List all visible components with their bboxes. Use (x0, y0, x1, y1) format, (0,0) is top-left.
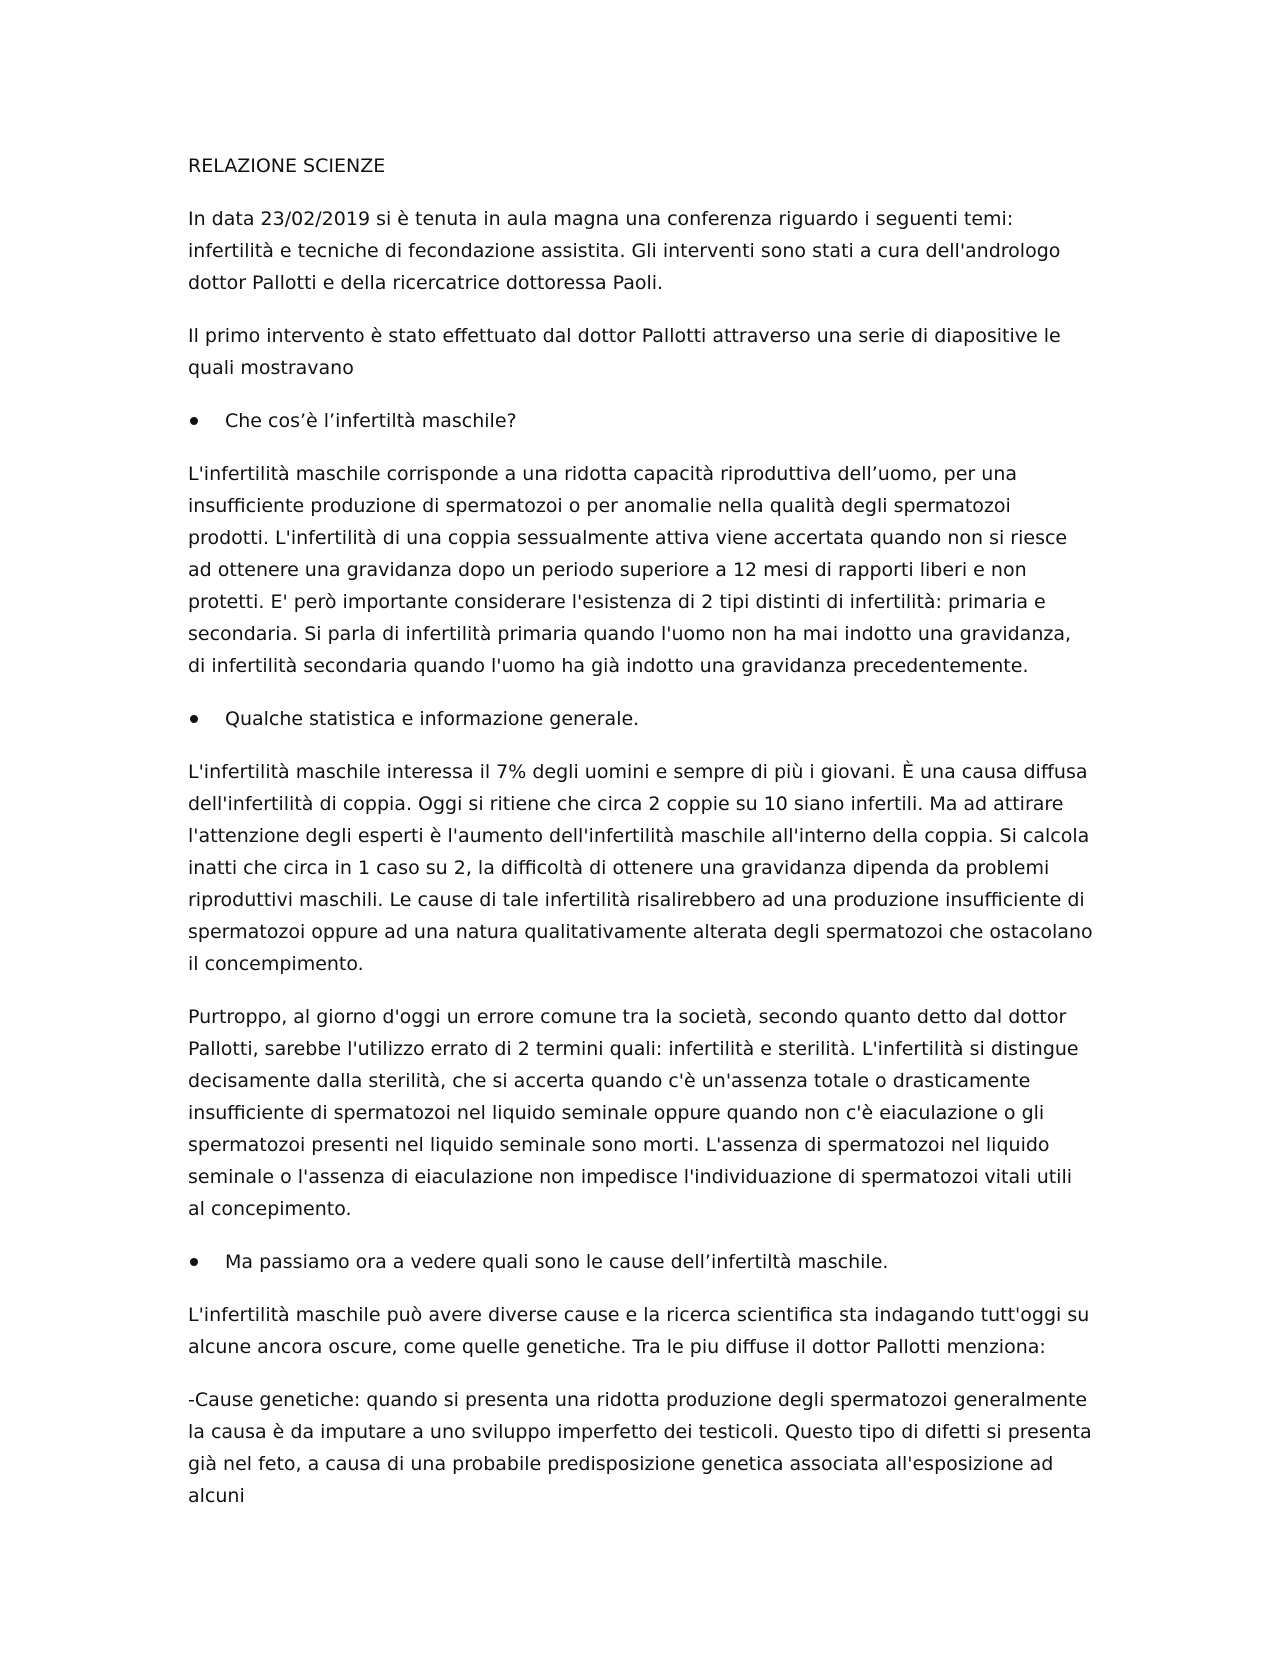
paragraph-statistics: L'infertilità maschile interessa il 7% degli uomini e sempre di più i giovani. È una causa diffusa dell'infertilità di coppia. Oggi si ritiene che circa 2 coppie su 10 siano infertili. Ma ad attirare l'attenzione degli esperti è l'aumento dell'infertilità maschile all'interno della coppia. Si calcola inatti che circa in 1 caso su 2, la difficoltà di ottenere una gravidanza dipenda da problemi riproduttivi maschili. Le cause di tale infertilità risalirebbero ad una produzione insufficiente di spermatozoi oppure ad una natura qualitativamente alterata degli spermatozoi che ostacolano il concempimento. (188, 761, 1093, 975)
paragraph-definition: L'infertilità maschile corrisponde a una ridotta capacità riproduttiva dell’uomo, per una insufficiente produzione di spermatozoi o per anomalie nella qualità degli spermatozoi prodotti. L'infertilità di una coppia sessualmente attiva viene accertata quando non si riesce ad ottenere una gravidanza dopo un periodo superiore a 12 mesi di rapporti liberi e non protetti. E' però importante considerare l'esistenza di 2 tipi distinti di infertilità: primaria e secondaria. Si parla di infertilità primaria quando l'uomo non ha mai indotto una gravidanza, di infertilità secondaria quando l'uomo ha già indotto una gravidanza precedentemente. (188, 463, 1072, 677)
bullet-item-statistics (188, 703, 1093, 735)
bullet-icon (190, 715, 198, 723)
bullet-text: Che cos’è l’infertiltà maschile? (225, 410, 517, 432)
paragraph-causes-intro: L'infertilità maschile può avere diverse cause e la ricerca scientifica sta indagando tutt'oggi su alcune ancora oscure, come quelle genetiche. Tra le piu diffuse il dottor Pallotti menziona: (188, 1304, 1090, 1358)
paragraph-genetic-causes: -Cause genetiche: quando si presenta una ridotta produzione degli spermatozoi generalmente la causa è da imputare a uno sviluppo imperfetto dei testicoli. Questo tipo di difetti si presenta già nel feto, a causa di una probabile predisposizione genetica associata all'esposizione ad alcuni (188, 1389, 1092, 1507)
bullet-item-causes (188, 1246, 1093, 1278)
bullet-text: Ma passiamo ora a vedere quali sono le cause dell’infertiltà maschile. (225, 1251, 889, 1273)
paragraph-first-intervention: Il primo intervento è stato effettuato dal dottor Pallotti attraverso una serie di diapositive le quali mostravano (188, 325, 1061, 379)
paragraph-sterility: Purtroppo, al giorno d'oggi un errore comune tra la società, secondo quanto detto dal dottor Pallotti, sarebbe l'utilizzo errato di 2 termini quali: infertilità e sterilità. L'infertilità si distingue decisamente dalla sterilità, che si accerta quando c'è un'assenza totale o drasticamente insufficiente di spermatozoi nel liquido seminale oppure quando non c'è eiaculazione o gli spermatozoi presenti nel liquido seminale sono morti. L'assenza di spermatozoi nel liquido seminale o l'assenza di eiaculazione non impedisce l'individuazione di spermatozoi vitali utili al concepimento. (188, 1006, 1079, 1220)
document-body (188, 150, 1093, 1533)
bullet-icon (190, 1258, 198, 1266)
bullet-text: Qualche statistica e informazione generale. (225, 708, 640, 730)
bullet-item-infertility-question (188, 405, 1093, 437)
document-title: RELAZIONE SCIENZE (188, 155, 386, 177)
bullet-icon (190, 417, 198, 425)
paragraph-intro: In data 23/02/2019 si è tenuta in aula magna una conferenza riguardo i seguenti temi: infertilità e tecniche di fecondazione assistita. Gli interventi sono stati a cura dell'andrologo dottor Pallotti e della ricercatrice dottoressa Paoli. (188, 208, 1061, 294)
